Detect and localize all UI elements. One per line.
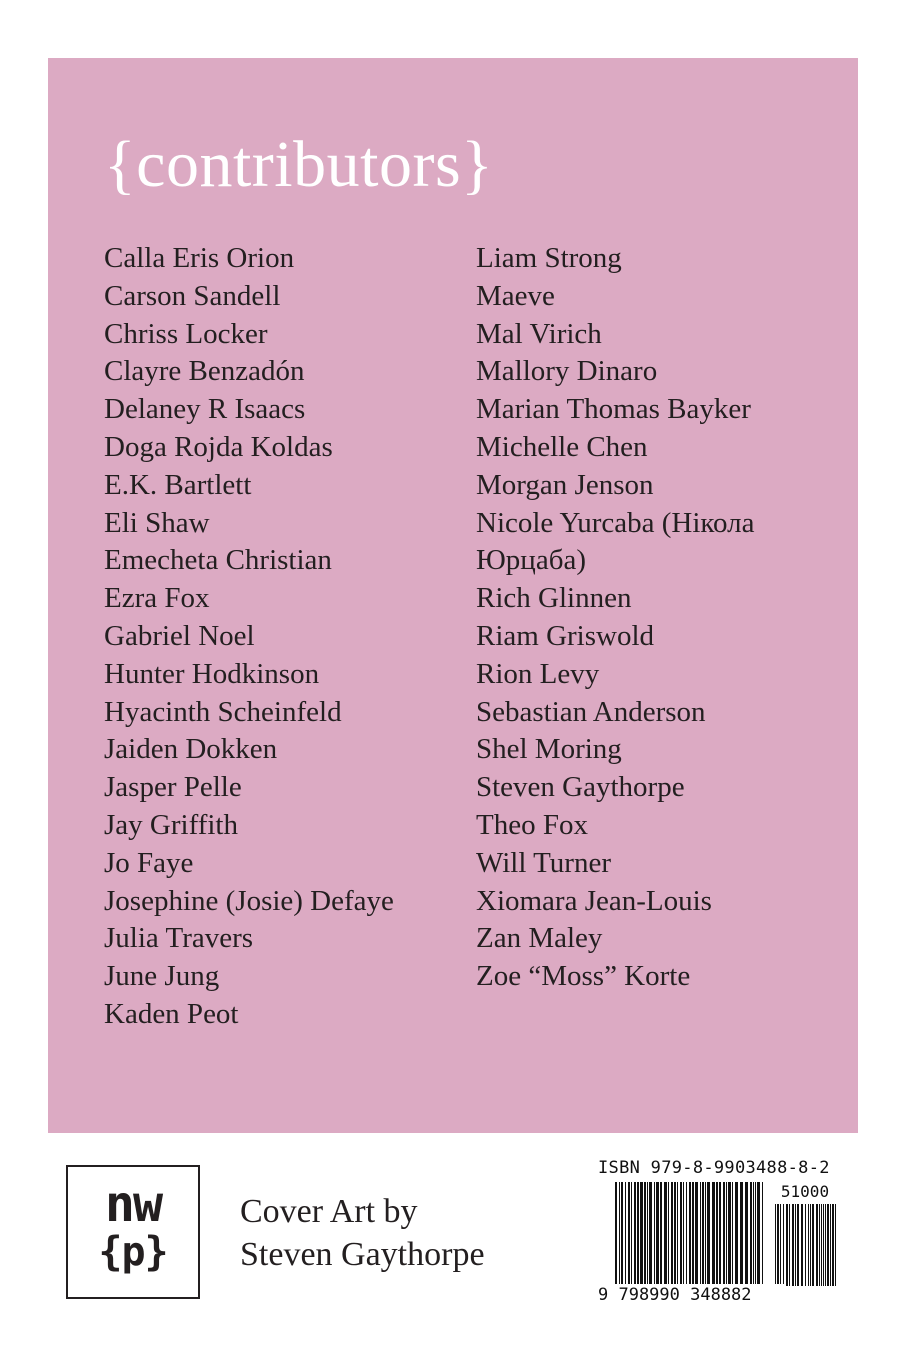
barcode-bar bbox=[707, 1182, 710, 1286]
barcode-bar bbox=[692, 1182, 694, 1286]
publisher-logo bbox=[66, 1165, 200, 1299]
contributor-name: Gabriel Noel bbox=[104, 619, 255, 652]
barcode-addon-bar bbox=[816, 1204, 818, 1286]
contributor-name: Carson Sandell bbox=[104, 279, 281, 312]
barcode-bar bbox=[719, 1182, 721, 1286]
barcode-addon-bar bbox=[810, 1204, 811, 1286]
barcode-bar bbox=[732, 1182, 733, 1286]
barcode-bar bbox=[700, 1182, 701, 1286]
barcode-bar bbox=[615, 1182, 617, 1286]
contributor-name: Kaden Peot bbox=[104, 997, 239, 1030]
barcode-addon-bar bbox=[821, 1204, 822, 1286]
barcode-bar bbox=[686, 1182, 687, 1286]
contributor-name: Mal Virich bbox=[476, 317, 602, 350]
barcode-addon-bar bbox=[830, 1204, 831, 1286]
contributor-name: Emecheta Christian bbox=[104, 544, 332, 577]
barcode-bar bbox=[750, 1182, 752, 1286]
contributor-name: Sebastian Anderson bbox=[476, 695, 706, 728]
barcode-bar bbox=[640, 1182, 643, 1286]
barcode-bar bbox=[683, 1182, 684, 1286]
credit-line-2: Steven Gaythorpe bbox=[240, 1236, 485, 1273]
barcode-addon-bar bbox=[775, 1204, 776, 1286]
barcode-bar bbox=[762, 1182, 763, 1286]
contributor-name: Marian Thomas Bayker bbox=[476, 393, 751, 426]
barcode-addon-bar bbox=[805, 1204, 806, 1286]
barcode-bar bbox=[740, 1182, 743, 1286]
credit-line-1: Cover Art by bbox=[240, 1193, 418, 1230]
barcode-addon-bar bbox=[808, 1204, 809, 1286]
barcode-addon-bar bbox=[835, 1204, 836, 1286]
barcode-bar bbox=[745, 1182, 748, 1286]
contributor-name: Eli Shaw bbox=[104, 506, 210, 539]
contributor-name: Nicole Yurcaba (Нікола bbox=[476, 506, 755, 539]
contributors-list-right bbox=[476, 240, 846, 996]
barcode-bar bbox=[712, 1182, 715, 1286]
barcode-bar bbox=[664, 1182, 667, 1286]
barcode-addon-bar bbox=[786, 1204, 788, 1286]
barcode-bar bbox=[628, 1182, 630, 1286]
contributor-name: Shel Moring bbox=[476, 733, 622, 766]
contributor-name: Calla Eris Orion bbox=[104, 242, 295, 274]
contributor-name: Jasper Pelle bbox=[104, 771, 242, 804]
barcode-bar bbox=[644, 1182, 646, 1286]
barcode-bar bbox=[647, 1182, 648, 1286]
barcode-addon-bar bbox=[832, 1204, 834, 1286]
contributor-name: Xiomara Jean-Louis bbox=[476, 884, 712, 917]
barcode-bar bbox=[753, 1182, 754, 1286]
contributor-name: Jay Griffith bbox=[104, 808, 238, 841]
barcode-bar bbox=[619, 1182, 620, 1286]
barcode-addon-digits: 51000 bbox=[770, 1182, 840, 1202]
barcode-addon-bar bbox=[783, 1204, 784, 1286]
logo-line-bottom: {p} bbox=[98, 1229, 168, 1275]
barcode-addon-bar bbox=[777, 1204, 779, 1286]
contributor-name: Rion Levy bbox=[476, 657, 600, 690]
contributor-name: Clayre Benzadón bbox=[104, 355, 305, 388]
barcode-bar bbox=[674, 1182, 676, 1286]
isbn-label: ISBN 979-8-9903488-8-2 bbox=[598, 1158, 830, 1178]
barcode-addon-bar bbox=[795, 1204, 796, 1286]
contributor-name: Jo Faye bbox=[104, 846, 194, 879]
contributor-name: Jaiden Dokken bbox=[104, 733, 278, 766]
barcode-bar bbox=[716, 1182, 718, 1286]
barcode-bar bbox=[726, 1182, 727, 1286]
barcode-bar bbox=[755, 1182, 756, 1286]
contributor-name: Chriss Locker bbox=[104, 317, 268, 350]
barcode-bar bbox=[705, 1182, 706, 1286]
contributor-name: Steven Gaythorpe bbox=[476, 771, 685, 804]
isbn-barcode bbox=[598, 1158, 840, 1308]
contributor-name: Hyacinth Scheinfeld bbox=[104, 695, 342, 728]
barcode-bar bbox=[637, 1182, 639, 1286]
contributor-name: Morgan Jenson bbox=[476, 468, 654, 501]
barcode-bar bbox=[677, 1182, 678, 1286]
cover-art-credit bbox=[240, 1190, 485, 1276]
contributor-name: Doga Rojda Koldas bbox=[104, 430, 333, 463]
contributor-name: Mallory Dinaro bbox=[476, 355, 658, 388]
barcode-bar bbox=[695, 1182, 698, 1286]
contributor-name: Michelle Chen bbox=[476, 430, 648, 463]
barcode-bar bbox=[735, 1182, 738, 1286]
barcode-bar bbox=[671, 1182, 673, 1286]
barcode-addon-bar bbox=[825, 1204, 826, 1286]
barcode-addon-bar bbox=[797, 1204, 799, 1286]
barcode-bar bbox=[621, 1182, 623, 1286]
barcode-bar bbox=[660, 1182, 662, 1286]
barcode-ean-digits: 9 798990 348882 bbox=[598, 1284, 784, 1306]
barcode-addon-bar bbox=[812, 1204, 814, 1286]
barcode-bar bbox=[654, 1182, 655, 1286]
contributor-name: Rich Glinnen bbox=[476, 582, 632, 615]
barcode-bar bbox=[631, 1182, 632, 1286]
barcode-bar bbox=[728, 1182, 731, 1286]
barcode-addon-bar bbox=[792, 1204, 794, 1286]
barcode-bar bbox=[680, 1182, 682, 1286]
barcode-bar bbox=[656, 1182, 659, 1286]
contributor-name: Josephine (Josie) Defaye bbox=[104, 884, 394, 917]
contributor-name: Maeve bbox=[476, 279, 555, 312]
barcode-bar bbox=[689, 1182, 691, 1286]
barcode-bar bbox=[625, 1182, 626, 1286]
barcode-bar bbox=[668, 1182, 669, 1286]
contributor-name: Юрцаба) bbox=[476, 544, 586, 577]
barcode-addon-bar bbox=[819, 1204, 820, 1286]
contributor-name: Theo Fox bbox=[476, 808, 588, 841]
contributor-name: Will Turner bbox=[476, 846, 611, 879]
barcode-addon-bar bbox=[789, 1204, 790, 1286]
barcode-addon-bar bbox=[827, 1204, 829, 1286]
contributors-list-left bbox=[104, 240, 464, 1034]
contributor-name: Ezra Fox bbox=[104, 582, 210, 615]
barcode-bar bbox=[634, 1182, 636, 1286]
contributor-name: Delaney R Isaacs bbox=[104, 393, 306, 426]
barcode-bar bbox=[702, 1182, 704, 1286]
barcode-bar bbox=[723, 1182, 725, 1286]
barcode-addon-bar bbox=[823, 1204, 824, 1286]
barcode-addon-bar bbox=[780, 1204, 781, 1286]
barcode-bar bbox=[757, 1182, 760, 1286]
contributor-name: Liam Strong bbox=[476, 242, 622, 274]
contributor-name: Riam Griswold bbox=[476, 619, 655, 652]
contributor-name: Hunter Hodkinson bbox=[104, 657, 320, 690]
contributor-name: Zan Maley bbox=[476, 922, 603, 955]
contributor-name: June Jung bbox=[104, 960, 220, 993]
contributor-name: Zoe “Moss” Korte bbox=[476, 960, 691, 993]
contributor-name: Julia Travers bbox=[104, 922, 254, 955]
logo-line-top: nw bbox=[104, 1175, 162, 1233]
barcode-addon-bar bbox=[801, 1204, 803, 1286]
contributors-heading: {contributors} bbox=[104, 128, 494, 201]
contributor-name: E.K. Bartlett bbox=[104, 468, 252, 501]
barcode-bar bbox=[649, 1182, 652, 1286]
